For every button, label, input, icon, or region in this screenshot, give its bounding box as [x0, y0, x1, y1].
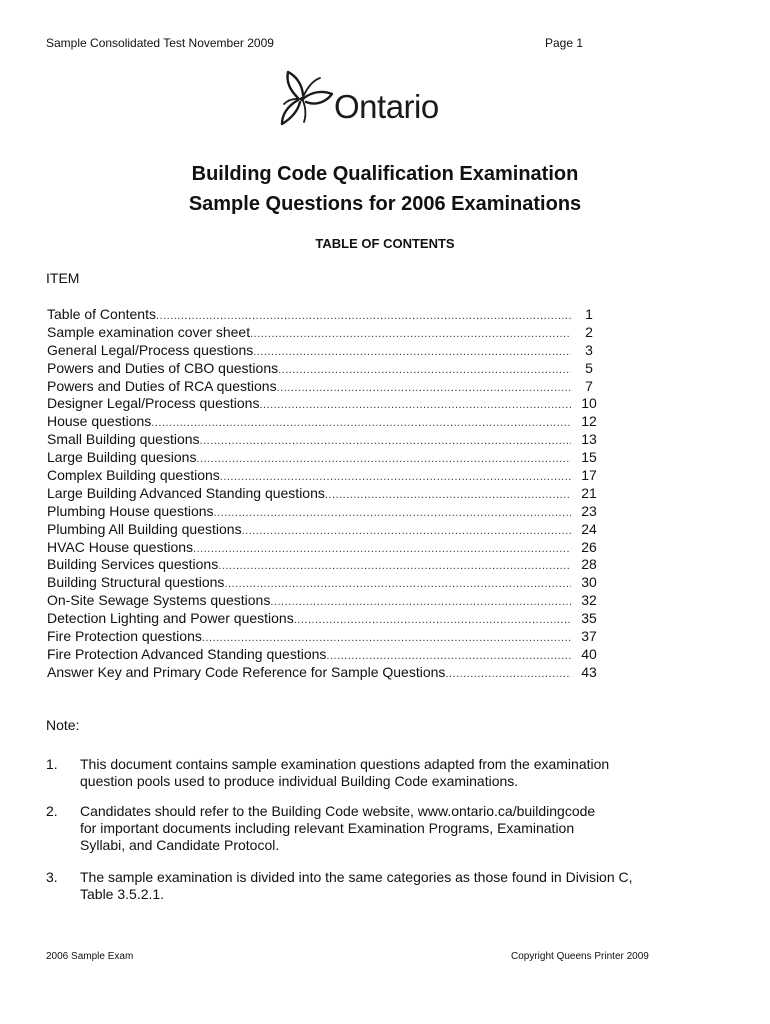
toc-entry-page: 32: [581, 592, 597, 609]
note-line: Table 3.5.2.1.: [80, 886, 165, 902]
toc-dot-leader: [196, 453, 571, 465]
toc-entry: [47, 664, 607, 682]
toc-entry-title: Table of Contents: [47, 306, 156, 322]
toc-entry-page: 10: [581, 395, 597, 412]
toc-entry: [47, 324, 607, 342]
toc-entry-page: 40: [581, 645, 597, 662]
note-line: The sample examination is divided into the same categories as those found in Division C,: [80, 869, 633, 885]
note-line: for important documents including relevant Examination Programs, Examination: [80, 820, 575, 836]
toc-entry-title: Small Building questions: [47, 431, 200, 448]
toc-entry-title: HVAC House questions: [47, 538, 194, 555]
toc-entry-title: Complex Building questions: [47, 467, 220, 484]
toc-entry: [47, 395, 607, 413]
toc-entry-page: 24: [581, 520, 597, 537]
toc-entry-title: Detection Lighting and Power questions: [47, 610, 294, 627]
toc-entry: [47, 306, 607, 324]
logo-wordmark: Ontario: [334, 88, 439, 125]
footer-left: 2006 Sample Exam: [46, 951, 134, 962]
toc-dot-leader: [224, 578, 571, 590]
toc-entry-page: 1: [585, 306, 593, 322]
toc-entry-title: Answer Key and Primary Code Reference for Sample Questions: [47, 663, 446, 680]
toc-dot-leader: [294, 614, 571, 626]
toc-entry-page: 35: [581, 610, 597, 627]
toc-entry-title: Designer Legal/Process questions: [47, 395, 260, 412]
note-number: 3.: [46, 869, 58, 885]
toc-entry: [47, 592, 607, 610]
note-number: 1.: [46, 756, 58, 772]
toc-entry: [47, 574, 607, 592]
toc-entry: [47, 556, 607, 574]
toc-entry: [47, 485, 607, 503]
trillium-logo-icon: [276, 68, 336, 130]
toc-entry: [47, 467, 607, 485]
toc-entry-page: 30: [581, 574, 597, 591]
note-label: Note:: [46, 717, 80, 733]
toc-dot-leader: [278, 364, 571, 376]
toc-dot-leader: [277, 382, 571, 394]
toc-heading: TABLE OF CONTENTS: [315, 236, 455, 251]
toc-entry-page: 21: [581, 484, 597, 501]
toc-entry-page: 3: [585, 341, 593, 358]
toc-entry-page: 28: [581, 556, 597, 573]
toc-entry-title: General Legal/Process questions: [47, 341, 254, 358]
note-line: question pools used to produce individual Building Code examinations.: [80, 773, 519, 789]
toc-entry-page: 17: [581, 467, 597, 484]
toc-entry-title: On-Site Sewage Systems questions: [47, 592, 271, 609]
toc-entry-page: 43: [581, 663, 597, 680]
toc-entry: [47, 628, 607, 646]
toc-dot-leader: [242, 525, 571, 537]
toc-entry-page: 23: [581, 502, 597, 519]
toc-dot-leader: [214, 507, 571, 519]
toc-entry-title: Plumbing All Building questions: [47, 520, 242, 537]
toc-dot-leader: [220, 471, 571, 483]
toc-entry: [47, 431, 607, 449]
toc-dot-leader: [445, 668, 571, 680]
note-text: [80, 803, 700, 854]
toc-entry: [47, 521, 607, 539]
toc-entry: [47, 503, 607, 521]
toc-entry: [47, 449, 607, 467]
toc-dot-leader: [151, 417, 571, 429]
toc-entry-page: 15: [581, 449, 597, 466]
toc-entry-page: 5: [585, 359, 593, 376]
toc-entry-title: Plumbing House questions: [47, 502, 214, 519]
toc-entry-title: Large Building quesions: [47, 449, 197, 466]
toc-entry-page: 13: [581, 431, 597, 448]
toc-dot-leader: [326, 650, 571, 662]
toc-entry-title: Powers and Duties of CBO questions: [47, 359, 279, 376]
note-line: Candidates should refer to the Building Code website, www.ontario.ca/buildingcode: [80, 803, 596, 819]
note-text: [80, 869, 700, 903]
footer-copyright: Copyright Queens Printer 2009: [511, 951, 649, 962]
toc-entry-title: Building Services questions: [47, 556, 219, 573]
header-document-title: Sample Consolidated Test November 2009: [46, 36, 274, 50]
toc-dot-leader: [270, 596, 571, 608]
toc-entry: [47, 646, 607, 664]
toc-entry-title: Large Building Advanced Standing questions: [47, 484, 325, 501]
toc-entry-page: 26: [581, 538, 597, 555]
toc-entry: [47, 539, 607, 557]
toc-entry-title: Fire Protection questions: [47, 628, 202, 645]
toc-entry: [47, 342, 607, 360]
toc-entry-title: House questions: [47, 413, 152, 430]
note-line: This document contains sample examination questions adapted from the examination: [80, 756, 610, 772]
item-column-label: ITEM: [46, 270, 80, 286]
toc-entry-title: Sample examination cover sheet: [47, 323, 251, 340]
toc-dot-leader: [200, 435, 571, 447]
toc-entry-page: 37: [581, 628, 597, 645]
toc-dot-leader: [250, 328, 571, 340]
toc-entry: [47, 360, 607, 378]
note-number: 2.: [46, 803, 58, 819]
header-page-number: Page 1: [545, 36, 584, 50]
table-of-contents: [47, 306, 607, 682]
toc-entry-title: Fire Protection Advanced Standing questions: [47, 645, 327, 662]
toc-entry-page: 2: [585, 323, 593, 340]
toc-entry: [47, 413, 607, 431]
toc-dot-leader: [156, 310, 571, 322]
toc-entry-page: 12: [581, 413, 597, 430]
toc-entry-page: 7: [585, 377, 593, 394]
ontario-logo: [276, 68, 456, 130]
toc-dot-leader: [325, 489, 571, 501]
toc-entry: [47, 610, 607, 628]
document-title-line-2: Sample Questions for 2006 Examinations: [188, 193, 582, 215]
toc-entry-title: Building Structural questions: [47, 574, 225, 591]
toc-dot-leader: [218, 560, 571, 572]
toc-dot-leader: [259, 399, 571, 411]
toc-entry: [47, 378, 607, 396]
toc-entry-title: Powers and Duties of RCA questions: [47, 377, 277, 394]
document-title-line-1: Building Code Qualification Examination: [191, 163, 579, 185]
toc-dot-leader: [253, 346, 571, 358]
note-line: Syllabi, and Candidate Protocol.: [80, 837, 280, 853]
toc-dot-leader: [193, 543, 571, 555]
note-text: [80, 756, 700, 790]
toc-dot-leader: [202, 632, 571, 644]
